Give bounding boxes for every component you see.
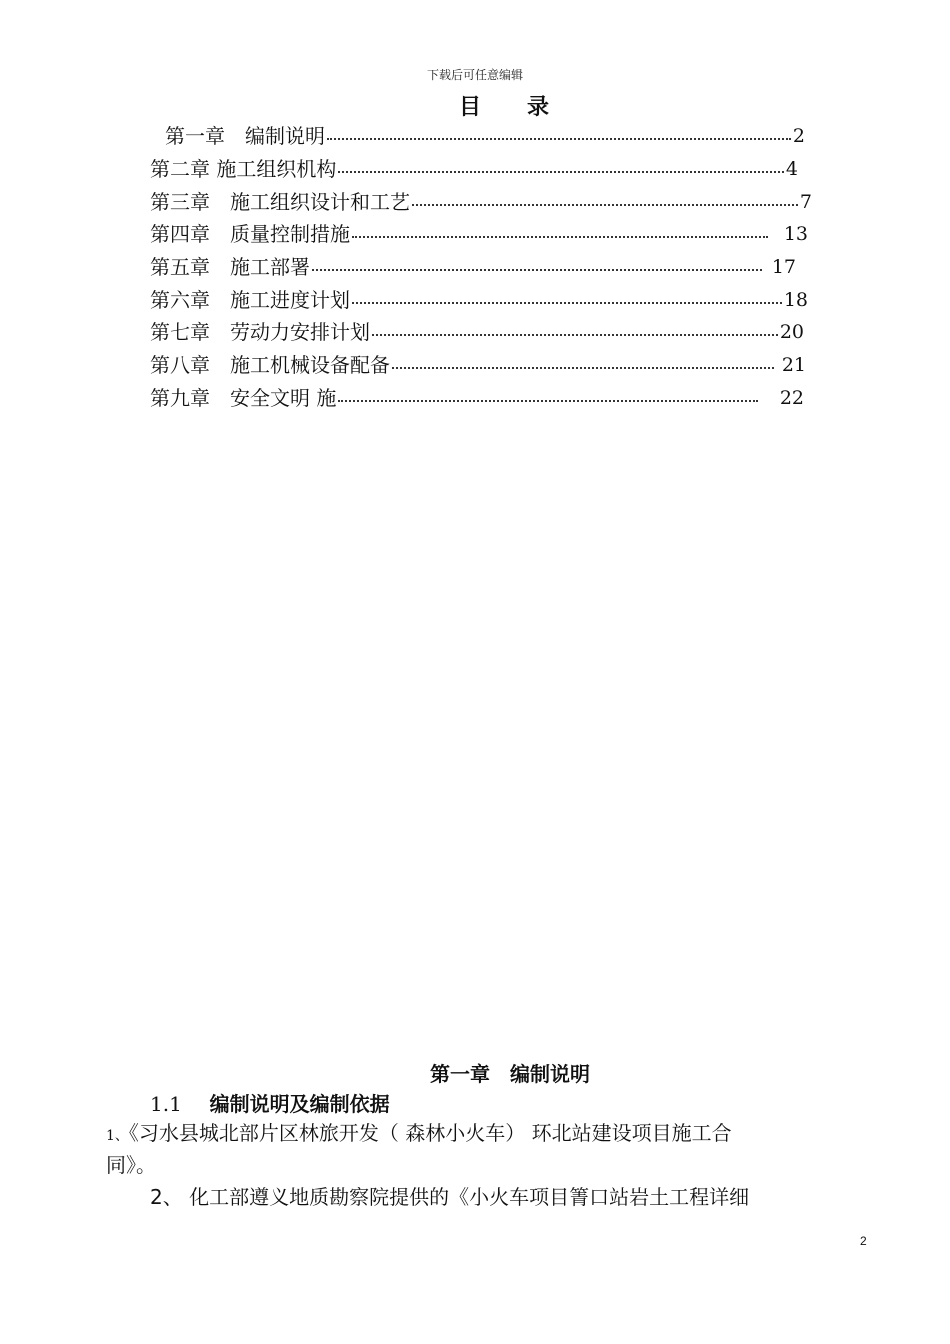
toc-entry-label: 第二章 施工组织机构 [150,157,337,181]
item-1-text: 《习水县城北部片区林旅开发（ 森林小火车） 环北站建设项目施工合 [128,1121,732,1145]
toc-entry[interactable] [150,247,796,279]
item-2-text: 化工部遵义地质勘察院提供的《小火车项目箐口站岩土工程详细 [182,1185,750,1209]
toc-leader-dots [338,170,784,173]
toc-entry-page: 4 [785,158,798,180]
toc-leader-dots [412,203,798,206]
toc-entry[interactable] [150,378,804,410]
toc-entry[interactable] [150,312,804,344]
toc-leader-dots [352,235,768,238]
toc-entry-label: 第一章 编制说明 [165,124,325,148]
subsection-heading [150,1088,390,1117]
toc-entry[interactable] [150,149,798,181]
toc-entry-page: 21 [781,354,806,376]
page-number: 2 [860,1234,867,1248]
paragraph-item-1-line-2: 同》。 [106,1153,156,1177]
toc-entry-page: 7 [799,191,812,213]
paragraph-item-2-line-1 [150,1180,749,1214]
subsection-title: 编制说明及编制依据 [209,1092,390,1116]
toc-entry[interactable] [150,280,808,312]
toc-entry[interactable] [150,214,808,246]
subsection-number: 1.1 [150,1092,182,1116]
toc-entry-page: 18 [783,289,808,311]
toc-leader-dots [312,268,762,271]
toc-entry-page: 13 [783,223,808,245]
toc-entry-label: 第四章 质量控制措施 [150,222,350,246]
toc-entry-page: 17 [771,256,796,278]
item-1-number: 1、 [106,1128,129,1144]
section-title: 第一章 编制说明 [430,1062,590,1086]
toc-leader-dots [338,399,757,402]
header-note: 下载后可任意编辑 [426,68,523,82]
toc-entry[interactable] [150,345,806,377]
toc-entry-label: 第九章 安全文明 施 [150,386,337,410]
toc-leader-dots [372,333,778,336]
toc-entry-page: 2 [792,125,805,147]
toc-leader-dots [327,137,791,140]
toc-leader-dots [392,366,774,369]
toc-entry-label: 第八章 施工机械设备配备 [150,353,390,377]
paragraph-item-1-line-1 [106,1116,732,1153]
toc-entry-label: 第三章 施工组织设计和工艺 [150,190,410,214]
toc-leader-dots [352,301,782,304]
toc-title-part1: 目 [458,95,483,120]
toc-entry-page: 22 [779,387,804,409]
toc-entry-label: 第六章 施工进度计划 [150,288,350,312]
toc-title-part2: 录 [527,95,552,120]
toc-entry-label: 第五章 施工部署 [150,255,310,279]
toc-entry-page: 20 [779,321,804,343]
toc-entry[interactable] [150,182,812,214]
item-2-number: 2、 [150,1185,183,1209]
toc-entry-label: 第七章 劳动力安排计划 [150,320,370,344]
toc-entry[interactable] [165,116,805,148]
